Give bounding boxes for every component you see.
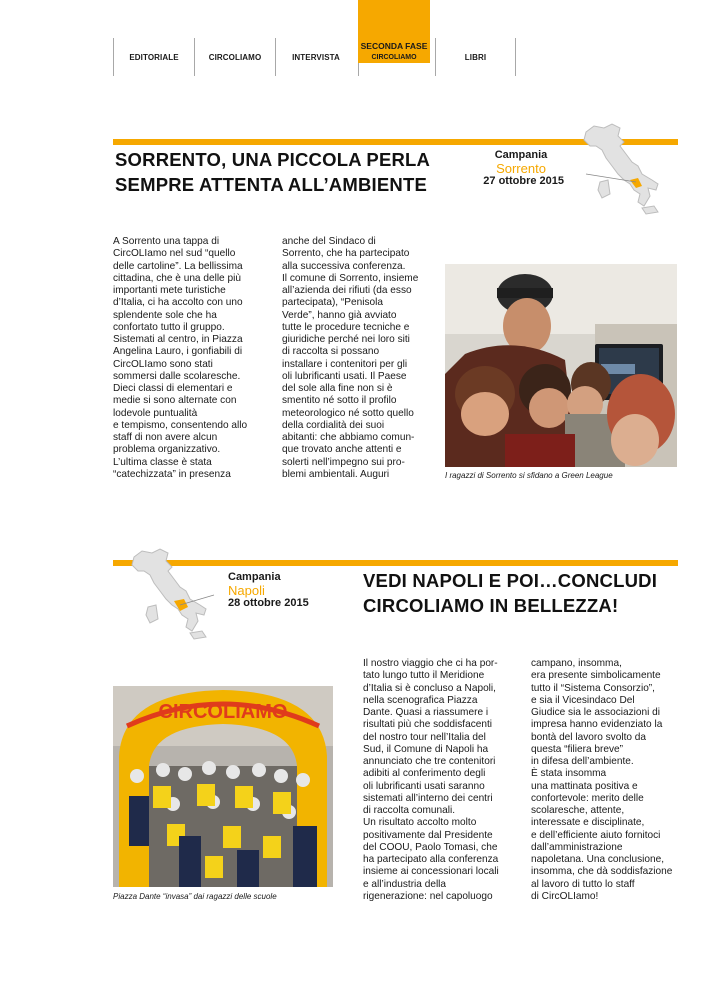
text-line: insieme ai concessionari locali xyxy=(363,866,499,878)
text-line: dall’amministrazione xyxy=(531,841,623,853)
text-line: d’Italia, ci ha accolto con uno xyxy=(113,297,243,309)
article1-date: 27 ottobre 2015 xyxy=(483,175,564,187)
text-line: Il comune di Sorrento, insieme xyxy=(282,272,419,284)
text-line: e sia il Vicesindaco Del xyxy=(531,694,635,706)
nav-seconda-fase-active[interactable] xyxy=(358,0,430,63)
text-line: adibiti al conferimento degli xyxy=(363,768,486,780)
text-line: confortato tutto il gruppo. xyxy=(113,321,225,333)
text-line: cittadina, che è una delle più xyxy=(113,272,241,284)
text-line: del sole alla fine non si è xyxy=(282,383,393,394)
text-line: del nostro tour nell’Italia del xyxy=(363,731,486,743)
text-line: “catechizzata” in presenza xyxy=(113,468,231,480)
text-line: CircOLIamo sono stati xyxy=(113,358,213,370)
text-line: nella scenografica Piazza xyxy=(363,694,478,706)
article1-title xyxy=(115,147,430,197)
text-line: problema organizzativo. xyxy=(113,444,221,456)
text-line: e dell’efficiente aiuto fornitoci xyxy=(531,829,661,841)
napoli-photo-caption: Piazza Dante “invasa” dai ragazzi delle scuole xyxy=(113,892,277,901)
article2-location xyxy=(228,571,309,610)
text-line: partecipata), “Penisola xyxy=(282,297,383,309)
text-line: del COOU, Paolo Tomasi, che xyxy=(363,841,498,853)
text-line: e all’industria della xyxy=(363,878,447,890)
italy-map-sorrento-icon xyxy=(572,118,672,220)
text-line: d’Italia si è concluso a Napoli, xyxy=(363,682,496,694)
text-line: e tempismo, consentendo allo xyxy=(113,419,248,431)
article2-date: 28 ottobre 2015 xyxy=(228,597,309,609)
sorrento-photo-caption: I ragazzi di Sorrento si sfidano a Green League xyxy=(445,471,613,480)
text-line: oli lubrificanti usati. Il Paese xyxy=(282,370,407,382)
text-line: una mattinata positiva e xyxy=(531,780,638,792)
article2-column-2 xyxy=(531,658,672,903)
text-line: di raccolta comunali. xyxy=(363,805,456,816)
text-line: Un risultato accolto molto xyxy=(363,817,477,829)
text-line: risultati più che soddisfacenti xyxy=(363,719,493,731)
text-line: Dante. Quasi a riassumere i xyxy=(363,707,489,718)
nav-libri[interactable]: LIBRI xyxy=(435,38,516,76)
article1-column-2 xyxy=(282,236,418,481)
text-line: confortevole: merito delle xyxy=(531,792,644,804)
text-line: Verde”, hanno già avviato xyxy=(282,309,397,321)
article1-title-line2: SEMPRE ATTENTA ALL’AMBIENTE xyxy=(115,174,428,195)
text-line: tato lungo tutto il Meridione xyxy=(363,670,485,682)
text-line: blemi ambientali. Auguri xyxy=(282,468,390,480)
text-line: Sorrento, che ha partecipato xyxy=(282,248,410,260)
text-line: della cordialità dei suoi xyxy=(282,419,385,431)
text-line: smentito né sotto il profilo xyxy=(282,395,397,407)
text-line: Sistemati al centro, in Piazza xyxy=(113,334,243,345)
text-line: annunciato che tre contenitori xyxy=(363,756,496,767)
article1-location xyxy=(478,149,564,188)
article1-city: Sorrento xyxy=(496,161,546,176)
text-line: tutto il “Sistema Consorzio”, xyxy=(531,682,655,694)
text-line: scolaresche, attente, xyxy=(531,805,625,816)
text-line: rigenerazione: nel capoluogo xyxy=(363,890,493,902)
text-line: alla successiva conferenza. xyxy=(282,260,406,272)
text-line: medie si sono alternate con xyxy=(113,395,237,407)
text-line: interessate e disciplinate, xyxy=(531,817,645,829)
article1-region: Campania xyxy=(494,149,548,161)
text-line: oli lubrificanti usati saranno xyxy=(363,780,485,792)
text-line: que trovato anche attenti e xyxy=(282,444,402,456)
text-line: questa “filiera breve” xyxy=(531,743,624,755)
text-line: installare i contenitori per gli xyxy=(282,358,408,370)
article1-title-line1: SORRENTO, UNA PICCOLA PERLA xyxy=(115,149,431,170)
text-line: al lavoro di tutto lo staff xyxy=(531,878,635,890)
nav-active-subtitle: CIRCOLIAMO xyxy=(371,54,417,61)
text-line: Sud, il Comune di Napoli ha xyxy=(363,743,489,755)
text-line: giuridiche perché nei loro siti xyxy=(282,334,410,345)
text-line: anche del Sindaco di xyxy=(282,236,376,247)
text-line: napoletana. Una conclusione, xyxy=(531,854,664,865)
banner-text: CIRCOLIAMO xyxy=(158,701,288,723)
nav-circoliamo[interactable]: CIRCOLIAMO xyxy=(194,38,275,76)
nav-intervista[interactable]: INTERVISTA xyxy=(275,38,356,76)
text-line: era presente simbolicamente xyxy=(531,670,661,682)
text-line: Dieci classi di elementari e xyxy=(113,383,233,394)
text-line: impresa hanno evidenziato la xyxy=(531,719,663,731)
text-line: staff di non avere alcun xyxy=(113,432,218,443)
text-line: A Sorrento una tappa di xyxy=(113,236,220,247)
article2-title xyxy=(363,568,657,618)
text-line: meteorologico né sotto quello xyxy=(282,407,414,419)
text-line: sistemati all’interno dei centri xyxy=(363,792,493,804)
text-line: insomma, che dà soddisfazione xyxy=(531,866,673,878)
text-line: lodevole puntualità xyxy=(113,407,198,419)
article2-title-line1: VEDI NAPOLI E POI…CONCLUDI xyxy=(363,570,658,591)
text-line: Il nostro viaggio che ci ha por- xyxy=(363,658,498,669)
text-line: È stata insomma xyxy=(531,768,607,780)
text-line: all’azienda dei rifiuti (da esso xyxy=(282,285,412,296)
text-line: CircOLIamo nel sud “quello xyxy=(113,248,236,260)
text-line: importanti mete turistiche xyxy=(113,285,226,296)
text-line: in difesa dell’ambiente. xyxy=(531,756,634,767)
text-line: Angelina Lauro, i gonfiabili di xyxy=(113,346,243,358)
nav-editoriale[interactable]: EDITORIALE xyxy=(113,38,194,76)
article2-column-1 xyxy=(363,658,499,903)
nav-active-divider xyxy=(358,63,430,76)
italy-map-napoli-icon xyxy=(122,545,218,645)
article2-region: Campania xyxy=(228,571,281,583)
sorrento-kids-photo xyxy=(445,264,677,467)
text-line: abitanti: che abbiamo comun- xyxy=(282,432,415,443)
text-line: splendente sole che ha xyxy=(113,309,217,321)
text-line: sommersi dalle scolaresche. xyxy=(113,370,241,382)
text-line: solerti nell’impegno sui pro- xyxy=(282,456,405,468)
text-line: bontà del lavoro svolto da xyxy=(531,731,647,743)
text-line: Giudice sia le associazioni di xyxy=(531,707,661,718)
text-line: campano, insomma, xyxy=(531,658,622,669)
text-line: di raccolta si possano xyxy=(282,346,380,358)
piazza-dante-photo xyxy=(113,686,333,887)
text-line: L’ultima classe è stata xyxy=(113,456,212,468)
section-nav xyxy=(113,0,533,76)
text-line: delle cartoline”. La bellissima xyxy=(113,260,243,272)
text-line: tutte le procedure tecniche e xyxy=(282,321,410,333)
text-line: di CircOLIamo! xyxy=(531,890,599,902)
text-line: positivamente dal Presidente xyxy=(363,829,493,841)
nav-active-title: SECONDA FASE xyxy=(360,41,428,51)
text-line: ha partecipato alla conferenza xyxy=(363,854,499,865)
article2-title-line2: CIRCOLIAMO IN BELLEZZA! xyxy=(363,595,619,616)
article2-city: Napoli xyxy=(228,583,265,598)
article1-column-1 xyxy=(113,236,247,481)
